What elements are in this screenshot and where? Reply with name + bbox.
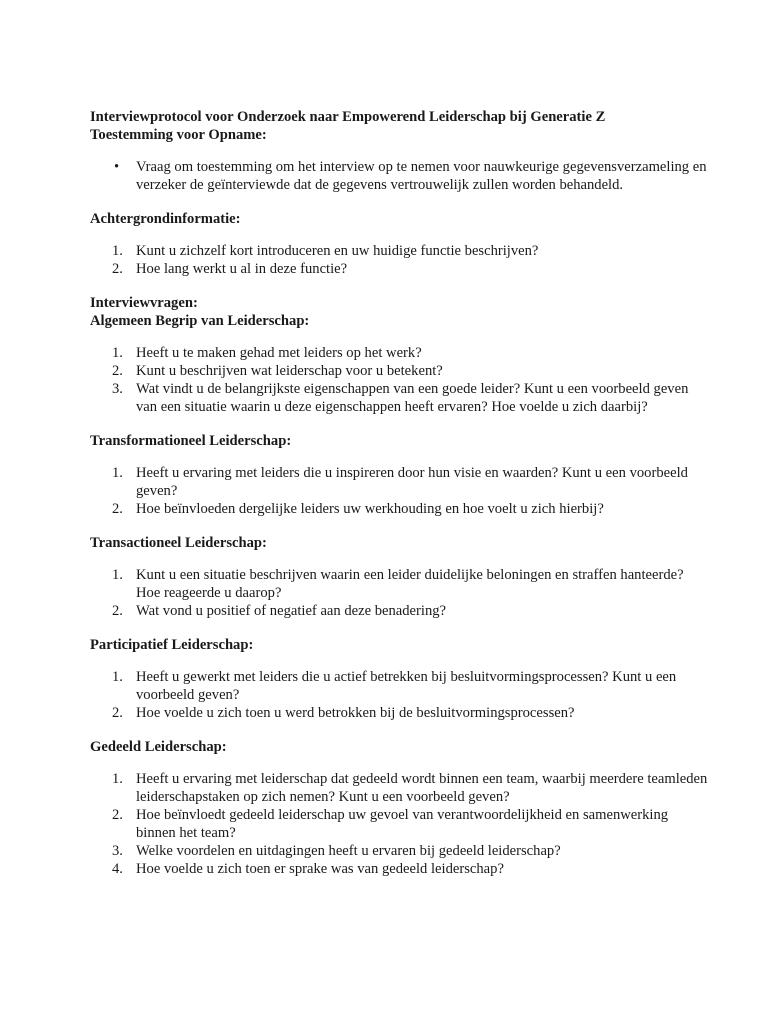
list-item bbox=[90, 464, 708, 500]
list-item bbox=[90, 566, 708, 602]
item-text: Hoe beïnvloedt gedeeld leiderschap uw gevoel van verantwoordelijkheid en samenwerking binnen het team? bbox=[136, 807, 669, 841]
list-item bbox=[90, 158, 708, 194]
questions-heading: Interviewvragen: bbox=[90, 295, 198, 311]
general-heading: Algemeen Begrip van Leiderschap: bbox=[90, 313, 310, 329]
item-number: 2. bbox=[112, 807, 123, 823]
participative-heading: Participatief Leiderschap: bbox=[90, 637, 254, 653]
consent-heading: Toestemming voor Opname: bbox=[90, 127, 267, 143]
list-item bbox=[90, 500, 708, 518]
participative-list bbox=[90, 668, 708, 722]
list-item bbox=[90, 842, 708, 860]
transformational-list bbox=[90, 464, 708, 518]
item-number: 1. bbox=[112, 465, 123, 481]
item-number: 3. bbox=[112, 381, 123, 397]
item-number: 1. bbox=[112, 669, 123, 685]
item-text: Hoe voelde u zich toen er sprake was van gedeeld leiderschap? bbox=[136, 861, 504, 877]
participative-section bbox=[90, 636, 708, 722]
item-text: Kunt u een situatie beschrijven waarin een leider duidelijke beloningen en straffen hanteerde? Hoe reageerde u daarop? bbox=[136, 567, 684, 601]
item-number: 1. bbox=[112, 771, 123, 787]
item-number: 2. bbox=[112, 603, 123, 619]
transactional-heading: Transactioneel Leiderschap: bbox=[90, 535, 267, 551]
transformational-section bbox=[90, 432, 708, 518]
item-text: Heeft u ervaring met leiderschap dat gedeeld wordt binnen een team, waarbij meerdere teamleden leiderschapstaken op zich nemen? Kunt u een voorbeeld geven? bbox=[136, 771, 708, 805]
bullet-icon: • bbox=[114, 159, 120, 175]
shared-section bbox=[90, 738, 708, 878]
background-heading: Achtergrondinformatie: bbox=[90, 211, 241, 227]
shared-list bbox=[90, 770, 708, 878]
item-text: Hoe beïnvloeden dergelijke leiders uw werkhouding en hoe voelt u zich hierbij? bbox=[136, 501, 604, 517]
item-number: 3. bbox=[112, 843, 123, 859]
list-item bbox=[90, 344, 708, 362]
general-section bbox=[90, 294, 708, 416]
list-item bbox=[90, 362, 708, 380]
list-item bbox=[90, 770, 708, 806]
item-number: 1. bbox=[112, 243, 123, 259]
item-text: Kunt u beschrijven wat leiderschap voor u betekent? bbox=[136, 363, 443, 379]
list-item bbox=[90, 806, 708, 842]
background-section bbox=[90, 210, 708, 278]
item-number: 1. bbox=[112, 567, 123, 583]
item-text: Heeft u te maken gehad met leiders op het werk? bbox=[136, 345, 422, 361]
general-list bbox=[90, 344, 708, 416]
list-item bbox=[90, 860, 708, 878]
item-text: Welke voordelen en uitdagingen heeft u ervaren bij gedeeld leiderschap? bbox=[136, 843, 561, 859]
consent-text: Vraag om toestemming om het interview op te nemen voor nauwkeurige gegevensverzameling en verzeker de geïnterviewde dat de gegevens vertrouwelijk zullen worden behandeld. bbox=[136, 159, 707, 193]
document-title: Interviewprotocol voor Onderzoek naar Empowerend Leiderschap bij Generatie Z bbox=[90, 109, 606, 125]
list-item bbox=[90, 602, 708, 620]
shared-heading: Gedeeld Leiderschap: bbox=[90, 739, 227, 755]
item-number: 2. bbox=[112, 705, 123, 721]
transformational-heading: Transformationeel Leiderschap: bbox=[90, 433, 292, 449]
list-item bbox=[90, 704, 708, 722]
transactional-list bbox=[90, 566, 708, 620]
item-text: Wat vond u positief of negatief aan deze benadering? bbox=[136, 603, 447, 619]
item-number: 2. bbox=[112, 261, 123, 277]
list-item bbox=[90, 242, 708, 260]
item-text: Hoe voelde u zich toen u werd betrokken bij de besluitvormingsprocessen? bbox=[136, 705, 575, 721]
consent-list bbox=[90, 158, 708, 194]
item-number: 1. bbox=[112, 345, 123, 361]
item-text: Hoe lang werkt u al in deze functie? bbox=[136, 261, 348, 277]
item-text: Wat vindt u de belangrijkste eigenschappen van een goede leider? Kunt u een voorbeeld geven van een situatie waarin u deze eigenschappen heeft ervaren? Hoe voelde u zich daarbij? bbox=[136, 381, 689, 415]
list-item bbox=[90, 260, 708, 278]
item-number: 2. bbox=[112, 501, 123, 517]
header-block bbox=[90, 108, 708, 144]
list-item bbox=[90, 380, 708, 416]
item-text: Heeft u ervaring met leiders die u inspireren door hun visie en waarden? Kunt u een voorbeeld geven? bbox=[136, 465, 688, 499]
item-text: Kunt u zichzelf kort introduceren en uw huidige functie beschrijven? bbox=[136, 243, 539, 259]
item-text: Heeft u gewerkt met leiders die u actief betrekken bij besluitvormingsprocessen? Kunt u een voorbeeld geven? bbox=[136, 669, 677, 703]
background-list bbox=[90, 242, 708, 278]
list-item bbox=[90, 668, 708, 704]
transactional-section bbox=[90, 534, 708, 620]
item-number: 4. bbox=[112, 861, 123, 877]
item-number: 2. bbox=[112, 363, 123, 379]
